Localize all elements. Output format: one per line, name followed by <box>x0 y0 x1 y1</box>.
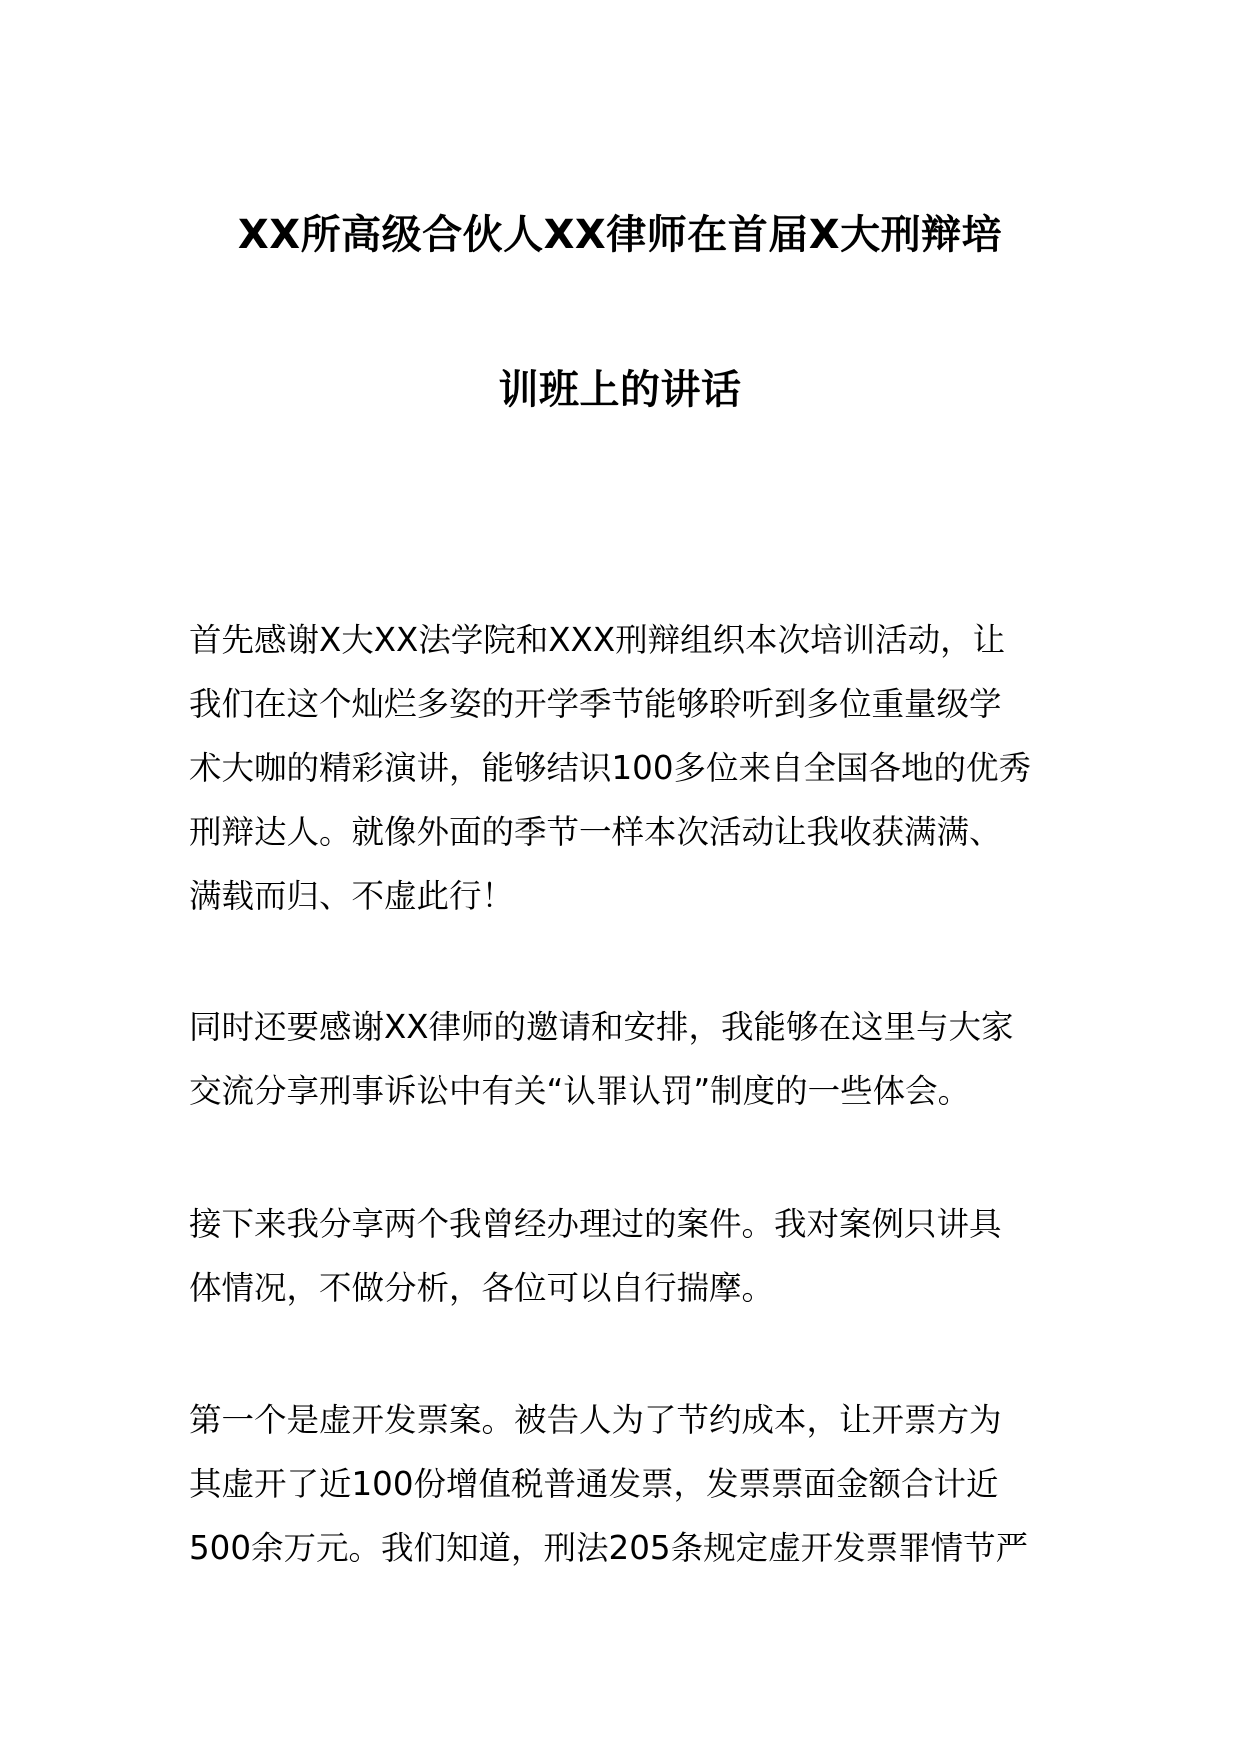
paragraph-3-line-2: 体情况，不做分析，各位可以自行揣摩。 <box>189 1269 775 1307</box>
paragraph-2-line-2: 交流分享刑事诉讼中有关“认罪认罚”制度的一些体会。 <box>189 1072 971 1110</box>
document-title-line-1: XX所高级合伙人XX律师在首届X大刑辩培 <box>237 212 1003 258</box>
document-title-line-2: 训班上的讲话 <box>498 367 742 413</box>
paragraph-4-line-2: 其虚开了近100份增值税普通发票，发票票面金额合计近 <box>189 1465 999 1503</box>
paragraph-2-line-1: 同时还要感谢XX律师的邀请和安排，我能够在这里与大家 <box>189 1008 1014 1046</box>
paragraph-4-line-1: 第一个是虚开发票案。被告人为了节约成本，让开票方为 <box>189 1401 1002 1439</box>
paragraph-1-line-4: 刑辩达人。就像外面的季节一样本次活动让我收获满满、 <box>189 813 1002 851</box>
paragraph-3-line-1: 接下来我分享两个我曾经办理过的案件。我对案例只讲具 <box>189 1205 1002 1243</box>
paragraph-1-line-5: 满载而归、不虚此行！ <box>189 877 515 915</box>
paragraph-1-line-3: 术大咖的精彩演讲，能够结识100多位来自全国各地的优秀 <box>189 749 1032 787</box>
paragraph-1-line-2: 我们在这个灿烂多姿的开学季节能够聆听到多位重量级学 <box>189 685 1002 723</box>
paragraph-4-line-3: 500余万元。我们知道，刑法205条规定虚开发票罪情节严 <box>189 1529 1029 1567</box>
paragraph-1-line-1: 首先感谢X大XX法学院和XXX刑辩组织本次培训活动，让 <box>189 621 1006 659</box>
